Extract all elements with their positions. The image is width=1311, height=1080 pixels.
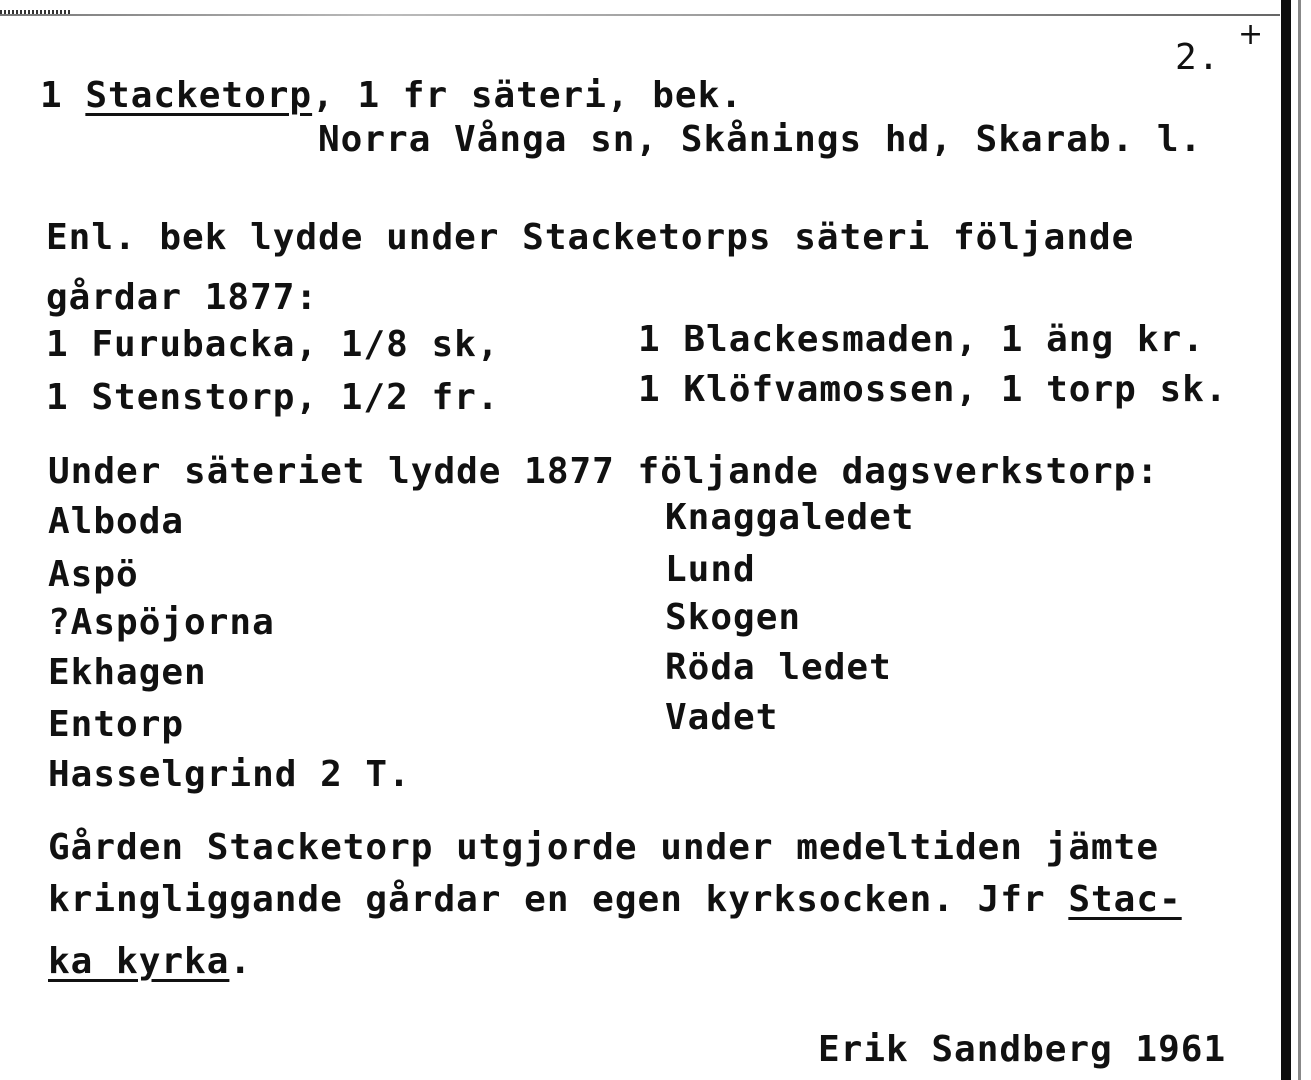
- crofts-heading: Under säteriet lydde 1877 följande dagsverkstorp:: [48, 451, 1160, 492]
- note-line-3: [48, 942, 252, 982]
- farm-right-1: 1 Blackesmaden, 1 äng kr.: [638, 319, 1205, 360]
- croft-left-6: Hasselgrind 2 T.: [48, 754, 411, 795]
- croft-left-2: Aspö: [48, 554, 139, 595]
- card-top-edge: [0, 14, 1280, 16]
- card-heading: [40, 76, 743, 116]
- card-right-edge-shadow: [1298, 0, 1301, 1080]
- croft-left-3: ?Aspöjorna: [48, 602, 275, 643]
- note-line-2: [48, 880, 1182, 920]
- farm-left-2: 1 Stenstorp, 1/2 fr.: [46, 377, 500, 418]
- heading-place: Stacketorp: [85, 75, 313, 116]
- plus-mark-icon: +: [1238, 17, 1264, 52]
- note-line-2-text: kringliggande gårdar en egen kyrksocken. Jfr: [48, 879, 1069, 920]
- croft-left-5: Entorp: [48, 704, 185, 745]
- croft-right-1: Knaggaledet: [665, 497, 915, 538]
- note-line-3-end: .: [229, 941, 253, 982]
- location-line: Norra Vånga sn, Skånings hd, Skarab. l.: [318, 119, 1203, 160]
- heading-prefix: 1: [40, 75, 86, 116]
- croft-right-4: Röda ledet: [665, 647, 892, 688]
- farm-right-2: 1 Klöfvamossen, 1 torp sk.: [638, 369, 1228, 410]
- intro-line-1: Enl. bek lydde under Stacketorps säteri följande: [46, 217, 1135, 258]
- cross-reference-link-part1: Stac-: [1068, 879, 1182, 920]
- note-line-1: Gården Stacketorp utgjorde under medeltiden jämte: [48, 827, 1160, 868]
- heading-rest: , 1 fr säteri, bek.: [312, 75, 743, 116]
- cross-reference-link-part2: ka kyrka: [48, 941, 230, 982]
- page-number: 2.: [1175, 37, 1221, 78]
- croft-right-3: Skogen: [665, 597, 802, 638]
- signature: Erik Sandberg 1961: [818, 1029, 1227, 1070]
- croft-left-1: Alboda: [48, 501, 185, 542]
- croft-right-2: Lund: [665, 549, 756, 590]
- farm-left-1: 1 Furubacka, 1/8 sk,: [46, 324, 500, 365]
- croft-right-5: Vadet: [665, 697, 779, 738]
- intro-line-2: gårdar 1877:: [46, 277, 319, 318]
- card-right-edge: [1281, 0, 1291, 1080]
- croft-left-4: Ekhagen: [48, 652, 207, 693]
